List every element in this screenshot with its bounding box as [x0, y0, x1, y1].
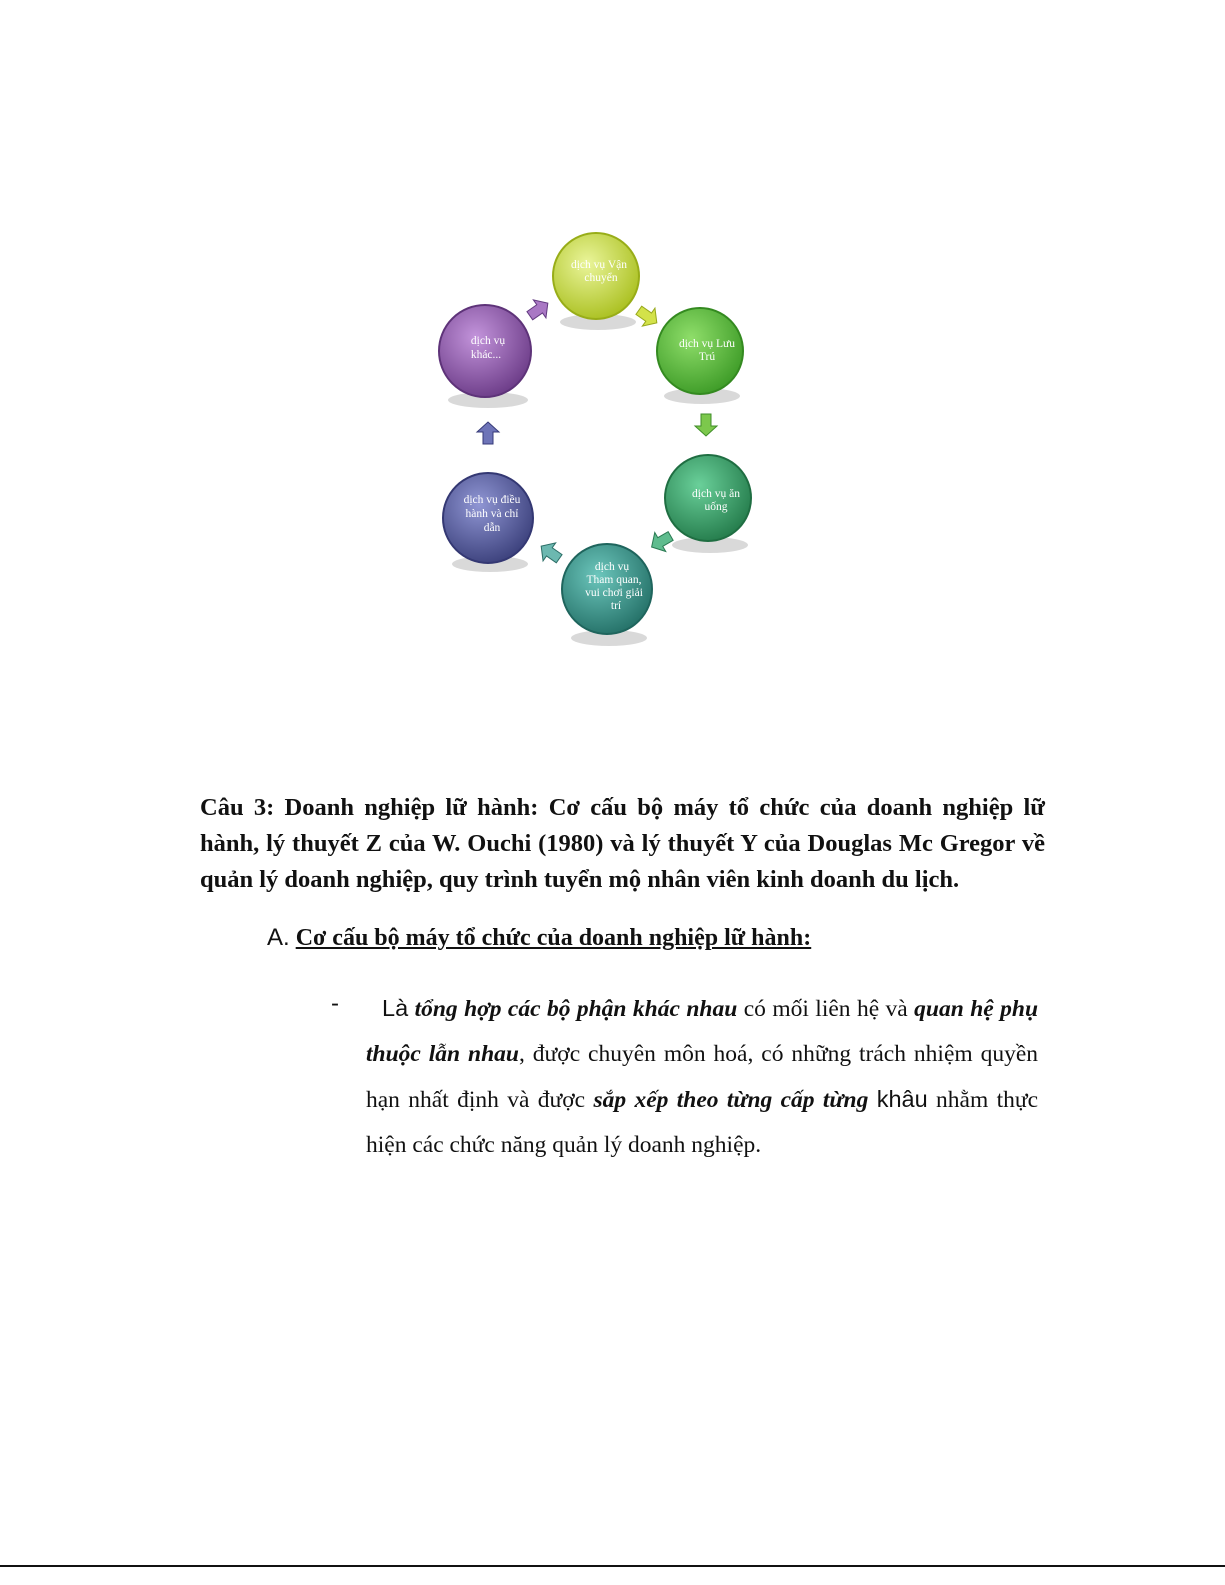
cycle-node	[443, 473, 533, 572]
text-run: nhằm thực hiện các chức năng quản lý doanh nghiệp.	[366, 1087, 1039, 1158]
emphasis-text: sắp xếp theo từng cấp từng	[593, 1087, 869, 1113]
node-label: dịch vụ điều hành và chỉ dẫn	[463, 494, 521, 534]
emphasis-text: tổng hợp các bộ phận khác nhau	[414, 996, 738, 1022]
emphasis-text: quan hệ phụ thuộc lẫn nhau	[366, 996, 1039, 1067]
section-letter: A.	[267, 924, 290, 951]
cycle-node	[553, 233, 639, 330]
page-bottom-rule	[0, 1565, 1225, 1567]
bullet-paragraph	[366, 986, 1038, 1168]
cycle-arrow	[477, 422, 499, 444]
cycle-arrow	[535, 537, 566, 568]
node-label: dịch vụ Lưu Trú	[678, 338, 736, 363]
question-heading: Câu 3: Doanh nghiệp lữ hành: Cơ cấu bộ máy tổ chức của doanh nghiệp lữ hành, lý thuyết Z của W. Ouchi (1980) và lý thuyết Y của Douglas Mc Gregor về quản lý doanh nghiệp, quy trình tuyển mộ nhân viên kinh doanh du lịch.	[200, 794, 1045, 893]
text-run: , được chuyên môn hoá, có những trách nhiệm quyền hạn nhất định và được	[366, 1041, 1039, 1113]
cycle-arrow	[523, 294, 554, 325]
cycle-arrow	[632, 301, 663, 332]
text-run: khâu	[876, 1086, 928, 1112]
cycle-node	[562, 544, 652, 646]
text-run: có mối liên hệ và	[743, 996, 908, 1022]
cycle-node	[657, 308, 743, 404]
cycle-diagram	[0, 0, 1225, 700]
text-run: Là	[382, 995, 409, 1021]
cycle-arrow	[695, 414, 717, 436]
section-heading	[267, 924, 811, 952]
node-label: dịch vụ Tham quan, vui chơi giải trí	[585, 561, 643, 612]
cycle-node	[665, 455, 751, 553]
cycle-arrow	[646, 526, 676, 556]
bullet-marker: -	[331, 990, 339, 1017]
section-title: Cơ cấu bộ máy tổ chức của doanh nghiệp lữ hành:	[295, 925, 812, 951]
node-label: dịch vụ Vận chuyển	[570, 259, 628, 284]
cycle-node	[439, 305, 531, 408]
node-label: dịch vụ khác...	[470, 335, 506, 361]
node-label: dịch vụ ăn uống	[692, 488, 740, 513]
